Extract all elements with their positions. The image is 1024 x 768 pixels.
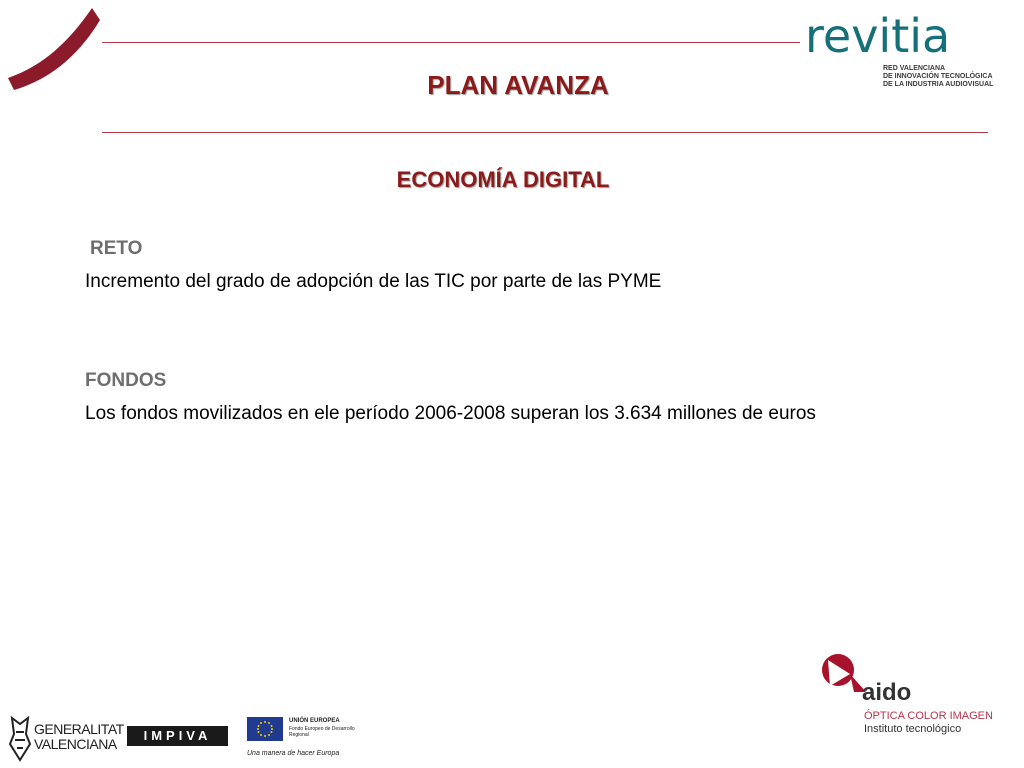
- aido-name: aido: [862, 679, 912, 706]
- revitia-tagline-line: DE LA INDUSTRIA AUDIOVISUAL: [883, 81, 994, 88]
- generalitat-text: [34, 722, 124, 752]
- generalitat-valenciana-logo: [8, 714, 124, 764]
- revitia-tagline-line: DE INNOVACIÓN TECNOLÓGICA: [883, 73, 993, 80]
- impiva-logo: IMPIVA: [127, 726, 228, 746]
- eu-flag-icon: [247, 717, 283, 741]
- section-text-reto: Incremento del grado de adopción de las TIC por parte de las PYME: [85, 271, 662, 292]
- section-text-fondos: Los fondos movilizados en ele período 2006-2008 superan los 3.634 millones de euros: [85, 403, 816, 424]
- eu-title: UNIÓN EUROPEA: [289, 718, 340, 724]
- crest-icon: [8, 714, 32, 762]
- slide-title: PLAN AVANZA: [427, 70, 609, 100]
- section-label-reto: RETO: [90, 238, 143, 259]
- top-rule: [102, 42, 800, 43]
- revitia-wordmark: [805, 10, 1005, 65]
- slide-subtitle: ECONOMÍA DIGITAL: [396, 167, 610, 192]
- aido-logo: [820, 652, 1010, 742]
- revitia-wordmark-text: revitia: [805, 10, 951, 63]
- aido-tagline-2: Instituto tecnológico: [864, 723, 962, 735]
- aido-mark-icon: [820, 652, 868, 694]
- aido-tagline-1: ÓPTICA COLOR IMAGEN: [864, 710, 993, 722]
- revitia-tagline-line: RED VALENCIANA: [883, 65, 946, 72]
- section-label-fondos: FONDOS: [85, 370, 167, 391]
- eu-motto: Una manera de hacer Europa: [247, 750, 340, 757]
- generalitat-text-line: GENERALITAT: [34, 721, 124, 737]
- eu-logo: [247, 716, 362, 764]
- title-rule: [102, 132, 988, 133]
- eu-fund: Fondo Europeo de Desarrollo Regional: [289, 726, 355, 738]
- generalitat-text-line: VALENCIANA: [34, 736, 117, 752]
